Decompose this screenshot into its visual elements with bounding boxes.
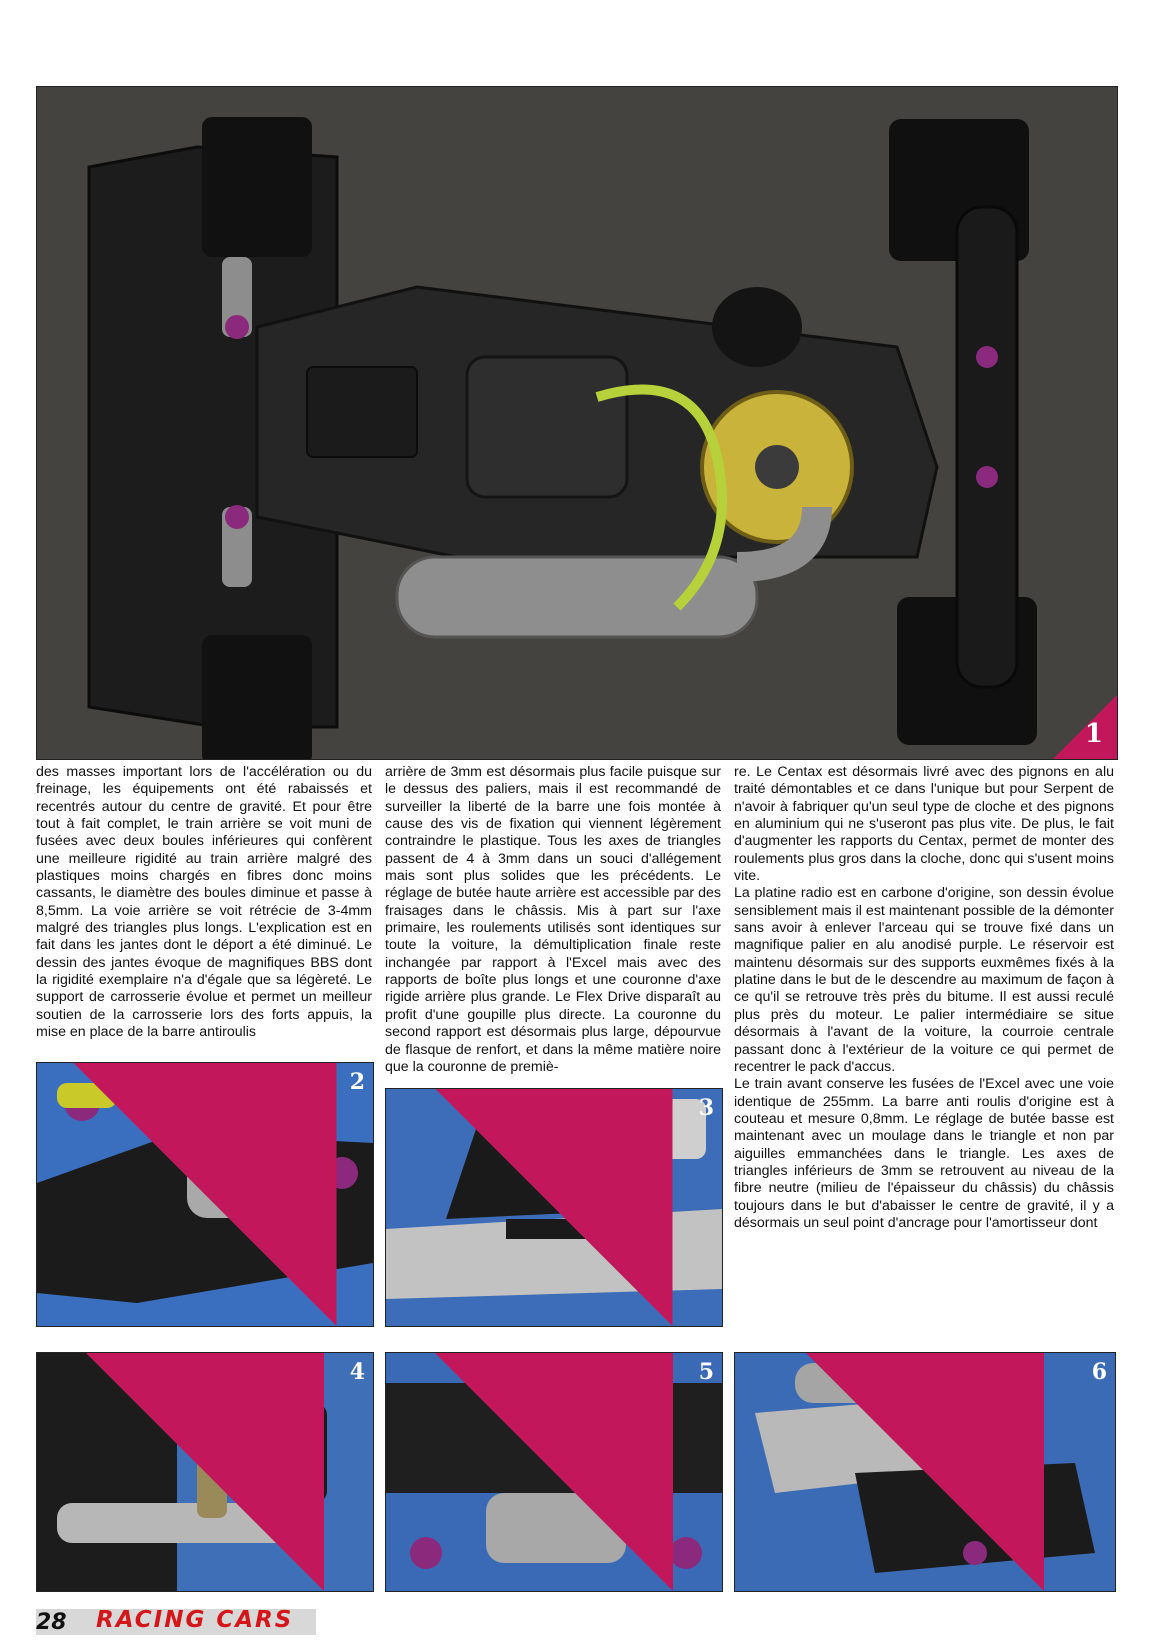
column-paragraph: Le train avant conserve les fusées de l'Excel avec une voie identique de 255mm. La barre anti roulis d'origine est à couteau et mesure 0,8mm. Le réglage de butée basse est maintenant avec un moulage dans le triangle et non par aiguilles emmanchées dans le triangle. Les axes de triangles inférieurs de 3mm se retrouvent au niveau de la fibre neutre (milieu de l'épaisseur du châssis) du châssis toujours dans le but d'abaisser le centre de gravité, il y a désormais un seul point d'ancrage pour l'amortisseur dont [734, 1076, 1114, 1231]
photo-rear-axle [734, 1352, 1116, 1592]
photo-number: 2 [349, 1069, 365, 1095]
article-column-2 [385, 764, 721, 1076]
column-text: arrière de 3mm est désormais plus facile puisque sur le dessus des paliers, mais il est recommandé de surveiller la liberté de la barre une fois montée à cause des vis de fixation qui viennent légèrement contraindre le plastique. Tous les axes de triangles passent de 4 à 3mm dans un souci d'allégement mais sont plus solides que les précédents. Le réglage de butée haute arrière est accessible par des fraisages dans le châssis. Mis à part sur l'axe primaire, les roulements utilisés sont identiques sur toute la voiture, la démultiplication finale reste inchangée par rapport à l'Excel mais avec des rapports de boîte plus longs et une couronne d'axe rigide arrière plus grande. Le Flex Drive disparaît au profit d'une goupille plus directe. La couronne du second rapport est désormais plus large, dépourvue de flasque de renfort, et dans la même matière noire que la couronne de premiè- [385, 764, 721, 1075]
column-paragraph: re. Le Centax est désormais livré avec des pignons en alu traité démontables et ce dans l'unique but pour Serpent de n'avoir à fabriquer qu'un seul type de cloche et des pignons en aluminium qui ne s'useront pas plus vite. De plus, le fait d'augmenter les rapports du Centax, permet de monter des roulements plus gros dans la cloche, donc qui s'usent moins vite. [734, 764, 1114, 885]
chassis-illustration [37, 87, 1117, 759]
photo-badge [386, 1353, 722, 1591]
photo-badge [37, 1353, 373, 1591]
photo-shock-absorber [36, 1352, 374, 1592]
photo-chassis-plate [385, 1088, 723, 1327]
photo-number: 6 [1091, 1359, 1107, 1385]
article-column-3 [734, 764, 1114, 1232]
magazine-name: RACING CARS [96, 1607, 294, 1633]
article-column-1 [36, 764, 372, 1042]
photo-chassis-top-view [36, 86, 1118, 760]
photo-rear-suspension [36, 1062, 374, 1327]
photo-number: 4 [349, 1359, 365, 1385]
column-text: des masses important lors de l'accélération ou du freinage, les équipements ont été rabaissés et recentrés autour du centre de gravité. Et pour être tout à fait complet, le train arrière se voit muni de fusées avec deux boules inférieures qui confèrent une meilleure rigidité au train arrière malgré des plastiques moins chargés en fibres donc moins cassants, le diamètre des boules diminue et passe à 8,5mm. La voie arrière se voit rétrécie de 3-4mm malgré des triangles plus longs. L'explication est en fait dans les jantes dont le déport a été diminué. Le dessin des jantes évoque de magnifiques BBS dont la rigidité exemplaire n'a d'égale que sa légèreté. Le support de carrosserie évolue et permet un meilleur soutien de la carrosserie lors des forts appuis, la mise en place de la barre antiroulis [36, 764, 372, 1041]
photo-badge [37, 1063, 373, 1326]
photo-number: 1 [1084, 719, 1103, 749]
photo-badge [735, 1353, 1115, 1591]
photo-belt-pulley [385, 1352, 723, 1592]
photo-number: 5 [698, 1359, 714, 1385]
page-number: 28 [36, 1610, 67, 1635]
photo-badge [386, 1089, 722, 1326]
photo-number: 3 [698, 1095, 714, 1121]
column-paragraph: La platine radio est en carbone d'origine, son dessin évolue sensiblement mais il est maintenant possible de la démonter sans avoir à enlever l'arceau qui se trouve fixé dans un magnifique palier en alu anodisé purple. Le réservoir est maintenu désormais sur des supports euxmêmes fixés à la platine dans le but de le descendre au maximum de façon à ce qu'il se retrouve très près du bitume. Il est aussi reculé plus près du moteur. Le palier intermédiaire se situe désormais à l'avant de la voiture, la courroie centrale passant donc à l'extérieur de la voiture ce qui permet de recentrer le pack d'accus. [734, 885, 1114, 1075]
